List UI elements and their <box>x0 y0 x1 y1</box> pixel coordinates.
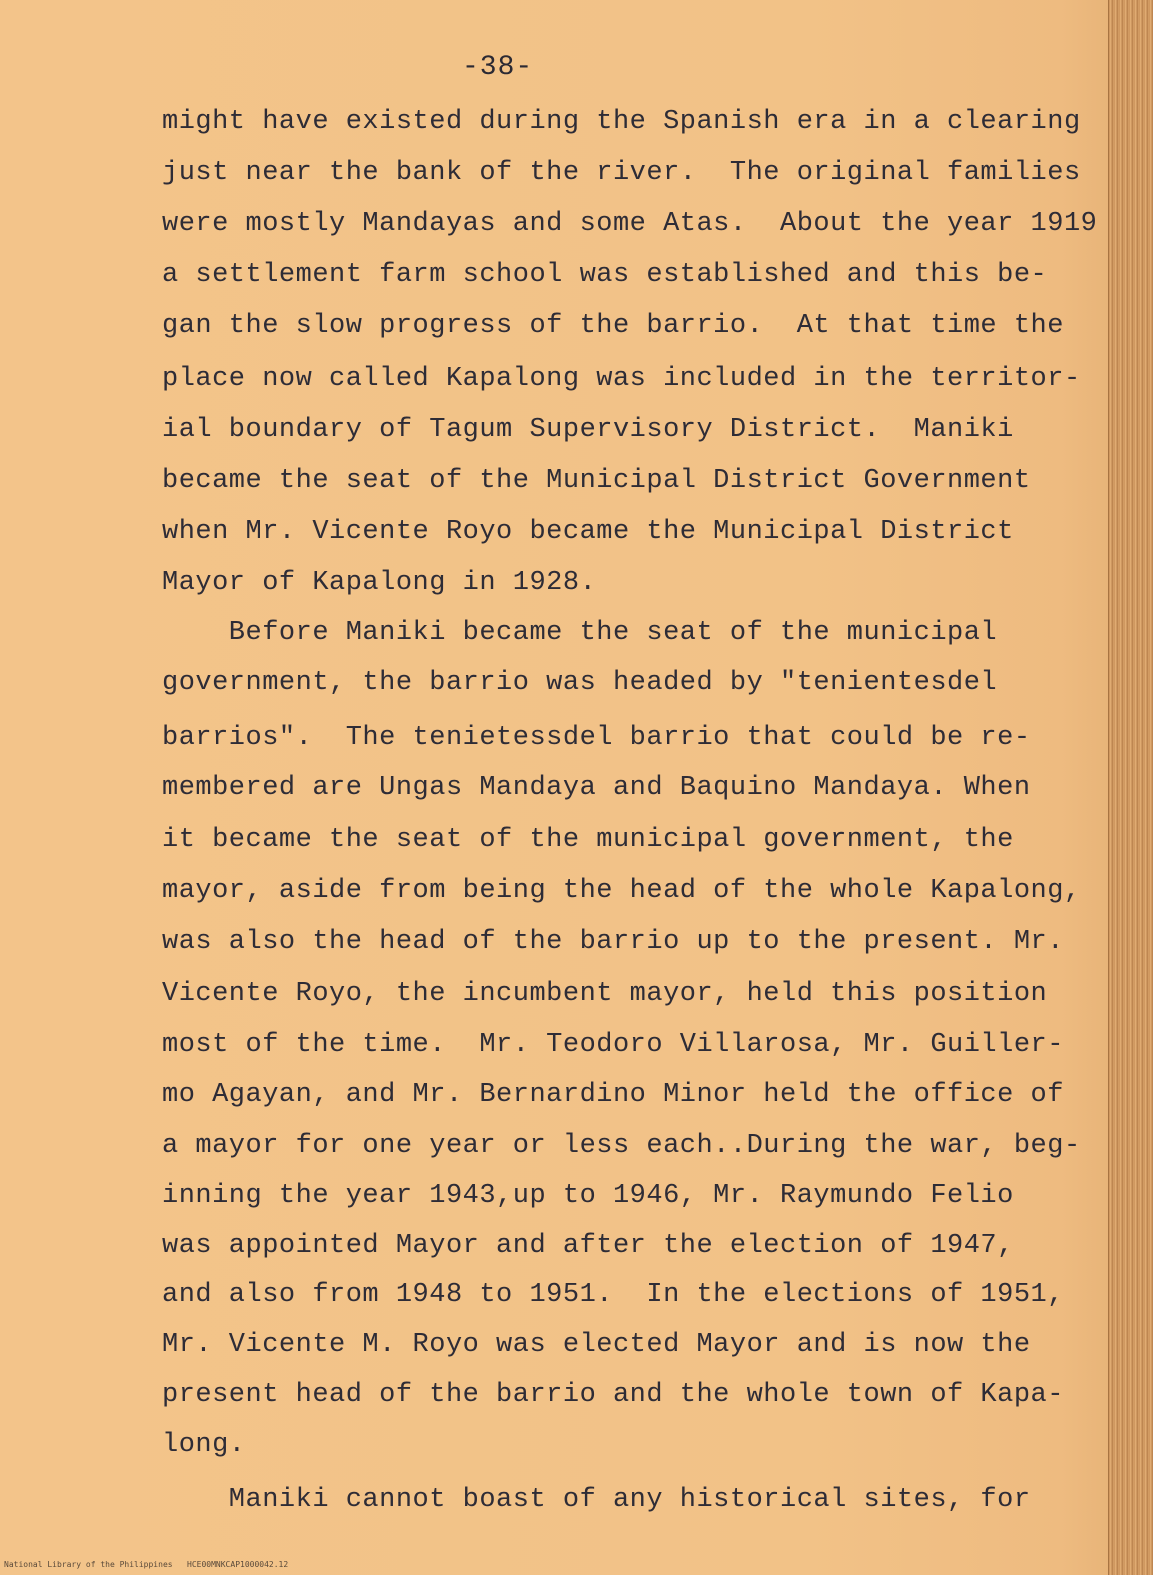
text-line: were mostly Mandayas and some Atas. About the year 1919 <box>162 209 1098 239</box>
text-line: government, the barrio was headed by "tenientesdel <box>162 668 998 698</box>
text-line: Before Maniki became the seat of the municipal <box>162 618 998 648</box>
text-line: gan the slow progress of the barrio. At that time the <box>162 311 1064 341</box>
text-line: inning the year 1943,up to 1946, Mr. Raymundo Felio <box>162 1181 1014 1211</box>
text-line: Maniki cannot boast of any historical sites, for <box>162 1485 1031 1515</box>
text-line: was appointed Mayor and after the election of 1947, <box>162 1231 1014 1261</box>
text-line: it became the seat of the municipal government, the <box>162 825 1014 855</box>
page-number: -38- <box>462 52 534 83</box>
text-line: a settlement farm school was established and this be- <box>162 260 1048 290</box>
text-line: might have existed during the Spanish era in a clearing <box>162 107 1081 137</box>
scan-credit: National Library of the Philippines HCE00MNKCAP1000042.12 <box>4 1560 289 1569</box>
text-line: a mayor for one year or less each..During the war, beg- <box>162 1131 1081 1161</box>
book-page-edges <box>1108 0 1153 1575</box>
text-line: just near the bank of the river. The original families <box>162 158 1081 188</box>
text-line: barrios". The tenietessdel barrio that could be re- <box>162 723 1031 753</box>
text-line: ial boundary of Tagum Supervisory District. Maniki <box>162 415 1014 445</box>
text-line: and also from 1948 to 1951. In the elections of 1951, <box>162 1280 1064 1310</box>
text-line: Vicente Royo, the incumbent mayor, held this position <box>162 979 1048 1009</box>
text-line: was also the head of the barrio up to the present. Mr. <box>162 927 1064 957</box>
text-line: membered are Ungas Mandaya and Baquino Mandaya. When <box>162 773 1031 803</box>
text-line: most of the time. Mr. Teodoro Villarosa, Mr. Guiller- <box>162 1030 1064 1060</box>
text-line: Mayor of Kapalong in 1928. <box>162 568 597 598</box>
text-line: when Mr. Vicente Royo became the Municipal District <box>162 517 1014 547</box>
text-line: long. <box>162 1430 246 1460</box>
text-line: became the seat of the Municipal District Government <box>162 466 1031 496</box>
text-line: mo Agayan, and Mr. Bernardino Minor held the office of <box>162 1080 1064 1110</box>
text-line: mayor, aside from being the head of the whole Kapalong, <box>162 876 1081 906</box>
text-line: Mr. Vicente M. Royo was elected Mayor and is now the <box>162 1330 1031 1360</box>
text-line: present head of the barrio and the whole town of Kapa- <box>162 1380 1064 1410</box>
text-line: place now called Kapalong was included in the territor- <box>162 364 1081 394</box>
